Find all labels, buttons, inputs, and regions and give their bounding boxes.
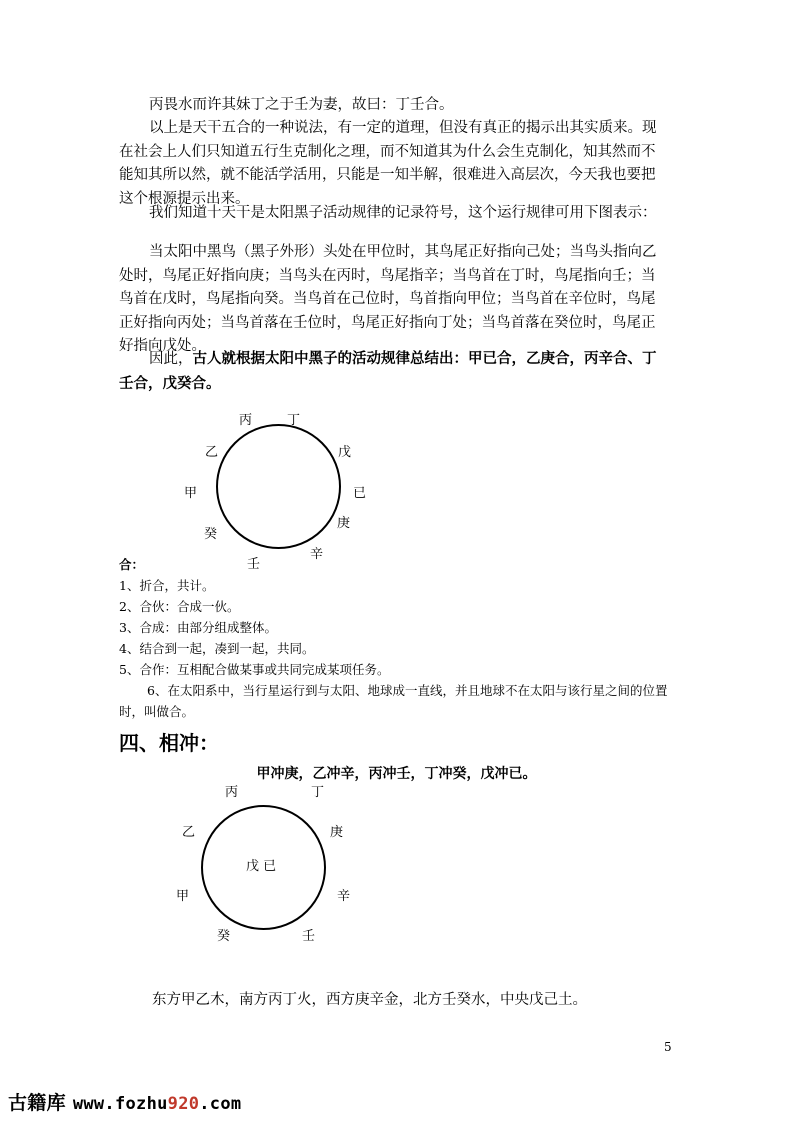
stem-ding-label: 丁 (287, 413, 301, 428)
stem-gui-label: 癸 (204, 527, 218, 542)
paragraph-1: 丙畏水而许其妹丁之于壬为妻，故曰：丁壬合。 (149, 97, 454, 113)
chong-ren-label: 壬 (302, 929, 316, 944)
stems-circle (216, 424, 341, 549)
chong-center-label: 戊 已 (246, 859, 277, 874)
stem-ji-label: 已 (353, 486, 367, 501)
he-item-1: 1、折合，共计。 (119, 578, 215, 593)
stem-bing-label: 丙 (239, 413, 253, 428)
stem-yi-label: 乙 (205, 445, 219, 460)
stem-geng-label: 庚 (337, 516, 351, 531)
he-item-6: 6、在太阳系中，当行星运行到与太阳、地球成一直线，并且地球不在太阳与该行星之间的位置时，叫做合。 (119, 683, 668, 719)
chong-yi-label: 乙 (182, 825, 196, 840)
chong-geng-label: 庚 (330, 825, 344, 840)
chong-gui-label: 癸 (217, 929, 231, 944)
section-heading: 四、相冲： (119, 731, 219, 755)
footer-url-number: 920 (167, 1094, 200, 1114)
footer-url-prefix: www.fozhu (72, 1094, 168, 1114)
page-number: 5 (664, 1040, 672, 1054)
he-item-5: 5、合作：互相配合做某事或共同完成某项任务。 (119, 662, 390, 677)
footer-watermark (8, 1088, 241, 1115)
footer-url[interactable] (73, 1094, 242, 1114)
chong-xin-label: 辛 (337, 889, 351, 904)
section-subtitle: 甲冲庚，乙冲辛，丙冲壬，丁冲癸，戊冲已。 (256, 766, 537, 782)
he-item-4: 4、结合到一起，凑到一起，共同。 (119, 641, 315, 656)
paragraph-5 (119, 347, 667, 396)
chong-bing-label: 丙 (225, 785, 239, 800)
stem-jia-label: 甲 (184, 486, 198, 501)
paragraph-3: 我们知道十天干是太阳黑子活动规律的记录符号，这个运行规律可用下图表示： (149, 205, 657, 221)
paragraph-5-lead: 因此， (149, 351, 193, 367)
paragraph-5-bold: 古人就根据太阳中黑子的活动规律总结出：甲已合，乙庚合，丙辛合、丁壬合，戊癸合。 (119, 350, 657, 392)
paragraph-2: 以上是天干五合的一种说法，有一定的道理，但没有真正的揭示出其实质来。现在社会上人们只知道五行生克制化之理，而不知道其为什么会生克制化，知其然而不能知其所以然，就不能活学活用，只能是一知半解，很难进入高层次，今天我也要把这个根源提示出来。 (119, 120, 657, 207)
paragraph-4: 当太阳中黑鸟（黑子外形）头处在甲位时，其鸟尾正好指向己处；当鸟头指向乙处时，鸟尾正好指向庚；当鸟头在丙时，鸟尾指辛；当鸟首在丁时，鸟尾指向壬；当鸟首在戊时，鸟尾指向癸。当鸟首在己位时，鸟首指向甲位；当鸟首在辛位时，鸟尾正好指向丙处；当鸟首落在壬位时，鸟尾正好指向丁处；当鸟首落在癸位时，鸟尾正好指向戊处。 (119, 244, 657, 354)
footer-url-suffix: .com (199, 1094, 242, 1114)
chong-jia-label: 甲 (176, 889, 190, 904)
stem-wu-label: 戊 (338, 445, 352, 460)
footer-brand: 古籍库 (8, 1092, 66, 1114)
chong-ding-label: 丁 (311, 785, 325, 800)
he-item-3: 3、合成：由部分组成整体。 (119, 620, 277, 635)
he-section-title: 合： (119, 557, 145, 572)
closing-line: 东方甲乙木，南方丙丁火，西方庚辛金，北方壬癸水，中央戊己土。 (152, 992, 587, 1008)
stem-xin-label: 辛 (310, 547, 324, 562)
he-item-2: 2、合伙：合成一伙。 (119, 599, 240, 614)
stem-ren-label: 壬 (247, 557, 261, 572)
